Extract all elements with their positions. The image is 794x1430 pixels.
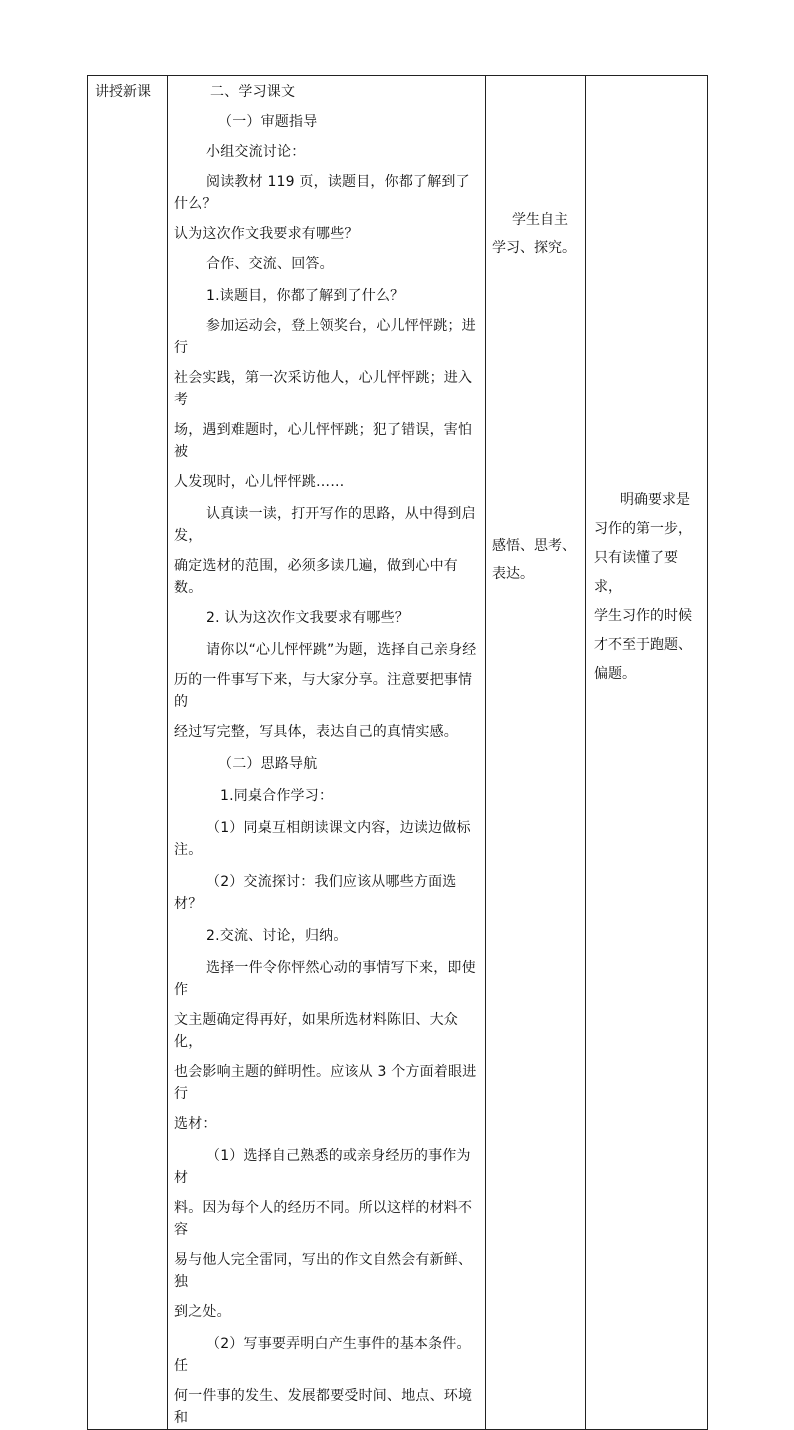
careful-read-line-2: 确定选材的范围，必须多读几遍，做到心中有数。 bbox=[174, 558, 458, 596]
lesson-plan-table bbox=[87, 75, 708, 1430]
purpose-line-6: 偏题。 bbox=[594, 666, 636, 682]
step-2: 2.交流、讨论，归纳。 bbox=[206, 928, 348, 944]
student-activity-1-line-1: 学生自主 bbox=[512, 212, 568, 228]
q1-answer-line-3: 场，遇到难题时，心儿怦怦跳；犯了错误，害怕被 bbox=[174, 422, 473, 460]
point-1-line-2: 料。因为每个人的经历不同。所以这样的材料不容 bbox=[174, 1200, 473, 1238]
section-title: 二、学习课文 bbox=[210, 84, 296, 100]
step-1: 1.同桌合作学习： bbox=[220, 788, 334, 804]
stage-cell bbox=[88, 76, 168, 1430]
point-2-line-2: 何一件事的发生、发展都要受时间、地点、环境和 bbox=[174, 1388, 473, 1426]
point-1-line-3: 易与他人完全雷同，写出的作文自然会有新鲜、独 bbox=[174, 1252, 473, 1290]
q2-answer-line-1: 请你以“心儿怦怦跳”为题，选择自己亲身经 bbox=[206, 642, 477, 658]
design-purpose-cell bbox=[586, 76, 708, 1430]
student-activity-1-line-2: 学习、探究。 bbox=[492, 240, 576, 256]
student-activity-cell bbox=[486, 76, 586, 1430]
careful-read-line-1: 认真读一读，打开写作的思路，从中得到启发， bbox=[174, 506, 476, 544]
table-row bbox=[88, 76, 708, 1430]
select-line-1: 选择一件令你怦然心动的事情写下来，即使作 bbox=[174, 960, 476, 998]
student-activity-2-line-1: 感悟、思考、 bbox=[492, 538, 576, 554]
select-line-3: 也会影响主题的鲜明性。应该从 3 个方面着眼进行 bbox=[174, 1064, 477, 1102]
point-1-line-4: 到之处。 bbox=[174, 1304, 231, 1320]
select-line-4: 选材： bbox=[174, 1116, 217, 1132]
student-activity-2-line-2: 表达。 bbox=[492, 566, 534, 582]
read-question-line-2: 认为这次作文我要求有哪些？ bbox=[174, 226, 359, 242]
step-1-b: （2）交流探讨：我们应该从哪些方面选材？ bbox=[174, 874, 457, 912]
purpose-line-5: 才不至于跑题、 bbox=[594, 637, 692, 653]
purpose-line-1: 明确要求是 bbox=[620, 492, 690, 508]
subsection-title-1: （一）审题指导 bbox=[218, 114, 318, 130]
q1-answer-line-1: 参加运动会，登上领奖台，心儿怦怦跳；进行 bbox=[174, 318, 476, 356]
step-1-a: （1）同桌互相朗读课文内容，边读边做标注。 bbox=[174, 820, 471, 858]
subsection-title-2: （二）思路导航 bbox=[218, 756, 318, 772]
purpose-line-2: 习作的第一步， bbox=[594, 521, 692, 537]
q2-answer-line-2: 历的一件事写下来，与大家分享。注意要把事情的 bbox=[174, 672, 473, 710]
q2-answer-line-3: 经过写完整，写具体，表达自己的真情实感。 bbox=[174, 724, 458, 740]
point-1-line-1: （1）选择自己熟悉的或亲身经历的事作为材 bbox=[174, 1148, 471, 1186]
purpose-line-4: 学生习作的时候 bbox=[594, 608, 692, 624]
purpose-line-3: 只有读懂了要求， bbox=[594, 550, 678, 595]
point-2-line-1: （2）写事要弄明白产生事件的基本条件。任 bbox=[174, 1336, 471, 1374]
select-line-2: 文主题确定得再好，如果所选材料陈旧、大众化， bbox=[174, 1012, 458, 1050]
read-question-line-1: 阅读教材 119 页，读题目，你都了解到了什么？ bbox=[174, 174, 470, 212]
q1-answer-line-4: 人发现时，心儿怦怦跳…… bbox=[174, 474, 345, 490]
question-2: 2. 认为这次作文我要求有哪些？ bbox=[206, 610, 410, 626]
content-cell bbox=[168, 76, 486, 1430]
q1-answer-line-2: 社会实践，第一次采访他人，心儿怦怦跳；进入考 bbox=[174, 370, 473, 408]
cooperate-answer: 合作、交流、回答。 bbox=[206, 256, 334, 272]
question-1: 1.读题目，你都了解到了什么？ bbox=[206, 288, 405, 304]
group-discuss-text: 小组交流讨论： bbox=[206, 144, 306, 160]
stage-label: 讲授新课 bbox=[95, 84, 151, 100]
